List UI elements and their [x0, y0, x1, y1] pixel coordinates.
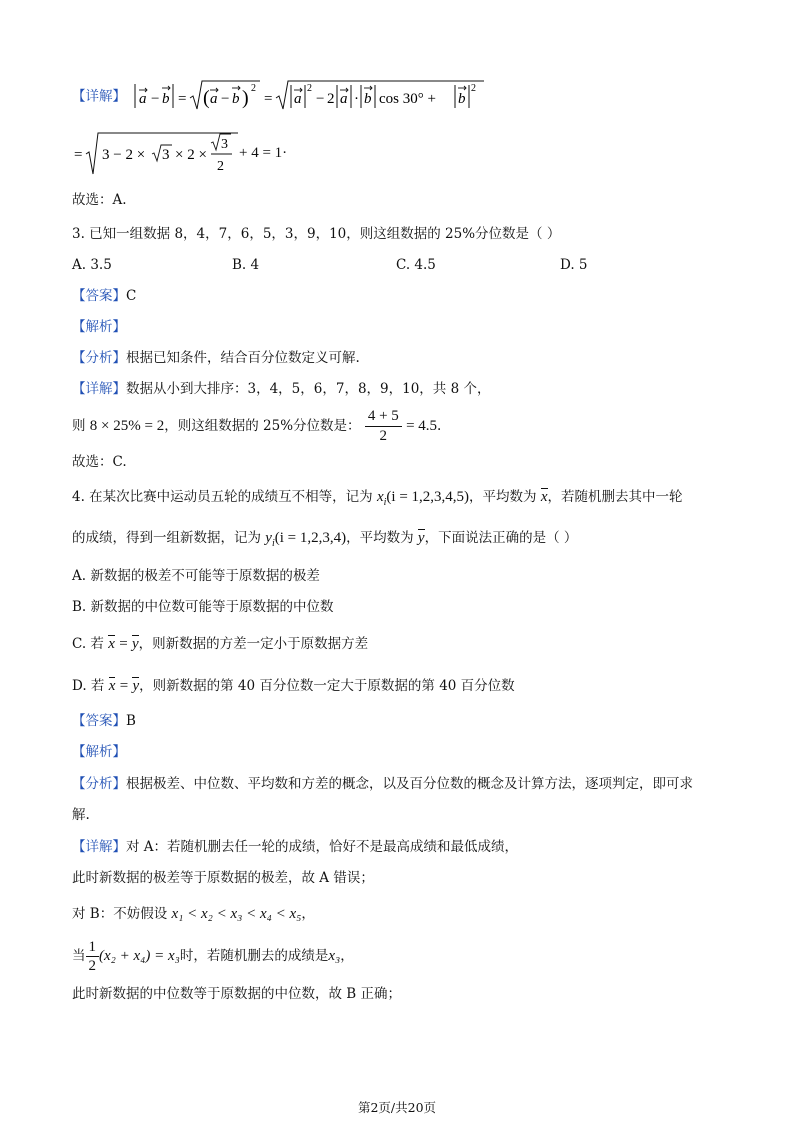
q3-options: [72, 256, 722, 274]
q4-option-c-ybar: y: [131, 636, 139, 652]
q4-option-d-a: D. 若: [72, 678, 105, 694]
q3-stem: 3. 已知一组数据 8，4，7，6，5，3，9，10，则这组数据的 25%分位数是（ ）: [72, 226, 561, 242]
q4-detail-3c: ，: [301, 906, 315, 922]
svg-text:2: 2: [471, 83, 477, 94]
q3-answer: [72, 287, 136, 305]
q4-analysis-line-1: [72, 775, 693, 793]
svg-text:−: −: [221, 91, 230, 107]
q3-detail-text: 数据从小到大排序：3，4，5，6，7，8，9，10，共 8 个，: [126, 381, 491, 397]
detail-tag: 【详解】: [72, 88, 126, 105]
analyze-tag: 【分析】: [72, 350, 126, 366]
q4-option-a: A. 新数据的极差不可能等于原数据的极差: [72, 568, 320, 584]
q3-calc-mid: ，则这组数据的 25%分位数是：: [164, 418, 361, 434]
svg-text:cos 30° +: cos 30° +: [379, 91, 437, 107]
q3-fraction-den: 2: [379, 428, 388, 444]
q3-answer-value: C: [126, 288, 137, 304]
q4-detail-3b: x₁ < x₂ < x₃ < x₄ < x₅: [171, 906, 302, 922]
q3-calc-end: .: [437, 418, 442, 434]
q4-half-fraction: [86, 939, 100, 974]
q4-option-d-ybar: y: [132, 678, 140, 694]
svg-text:): ): [242, 87, 249, 109]
q3-calc-prefix: 则: [72, 418, 86, 434]
svg-text:a: a: [340, 91, 348, 107]
svg-text:2: 2: [327, 91, 335, 107]
q4-option-c: [72, 632, 368, 656]
q4-half-num: 1: [86, 939, 100, 957]
svg-text:2: 2: [217, 159, 224, 174]
q4-stem-1c: ，若随机删去其中一轮: [547, 489, 683, 505]
q4-detail-3a: 对 B：不妨假设: [72, 906, 168, 922]
svg-text:a: a: [139, 91, 147, 107]
q4-detail-4c: 时，若随机删去的成绩是: [179, 948, 329, 964]
q4-stem-2a: 的成绩，得到一组新数据，记为: [72, 530, 261, 546]
q4-option-c-eq: =: [119, 636, 128, 652]
formula-line-1: [72, 78, 492, 112]
q3-analysis-tag: 【解析】: [72, 319, 126, 335]
svg-text:=: =: [178, 91, 187, 107]
q3-calc-eq: 8 × 25% = 2: [89, 418, 165, 434]
q4-stem-line-2: [72, 525, 577, 551]
q3-choose: 故选：C.: [72, 454, 127, 470]
q3-option-b: B. 4: [232, 257, 260, 273]
svg-text:× 2 ×: × 2 ×: [175, 147, 207, 163]
q4-detail-line-4: [72, 936, 354, 976]
q4-detail-4e: ，: [340, 948, 354, 964]
q4-detail-4b: (x₂ + x₄) = x₃: [99, 948, 180, 964]
q4-stem-1a: 4. 在某次比赛中运动员五轮的成绩互不相等，记为: [72, 489, 373, 505]
q4-analysis-line-2: 解.: [72, 807, 90, 823]
q3-calc-result: = 4.5: [406, 418, 438, 434]
q4-detail-line-2: 此时新数据的极差等于原数据的极差，故 A 错误；: [72, 870, 374, 886]
q3-option-c: C. 4.5: [396, 257, 436, 273]
q3-fraction: [365, 408, 402, 445]
q4-answer-value: B: [126, 713, 136, 729]
q3-calc: [72, 404, 441, 448]
detail-tag: 【详解】: [72, 839, 126, 855]
q4-detail-4d: x₃: [328, 948, 341, 964]
q4-analysis-tag: 【解析】: [72, 744, 126, 760]
page-footer: 第2页/共20页: [357, 1100, 437, 1115]
svg-text:3: 3: [162, 147, 170, 163]
q4-option-d: [72, 674, 515, 698]
q3-analysis: [72, 349, 360, 367]
svg-text:b: b: [232, 91, 240, 107]
q3-option-a: A. 3.5: [72, 257, 112, 273]
q4-option-c-b: ，则新数据的方差一定小于原数据方差: [138, 636, 369, 652]
q4-detail-4a: 当: [72, 948, 86, 964]
q4-stem-line-1: [72, 484, 683, 510]
svg-text:3: 3: [221, 137, 228, 152]
svg-text:(: (: [203, 87, 210, 109]
q4-detail-text-1: 对 A：若随机删去任一轮的成绩，恰好不是最高成绩和最低成绩，: [126, 839, 519, 855]
q4-yi-cond: (i = 1,2,3,4): [274, 530, 347, 546]
q4-detail-line-3: [72, 903, 315, 925]
q4-stem-1b: ，平均数为: [469, 489, 537, 505]
svg-text:2: 2: [251, 83, 257, 94]
svg-text:=: =: [264, 91, 273, 107]
q4-stem-2b: ，平均数为: [346, 530, 414, 546]
q4-ybar: y: [417, 530, 425, 546]
q4-option-b: B. 新数据的中位数可能等于原数据的中位数: [72, 599, 334, 615]
svg-text:b: b: [162, 91, 170, 107]
q4-yi: $y_i$: [265, 530, 275, 549]
q3-fraction-num: 4 + 5: [365, 408, 402, 427]
svg-text:2: 2: [307, 83, 313, 94]
choose-a: 故选：A.: [72, 192, 127, 208]
q3-detail: [72, 380, 490, 398]
svg-text:−: −: [151, 91, 160, 107]
formula-line-2: = 3 − 2 × 3 × 2 × 3 2 + 4 = 1·: [72, 130, 292, 176]
q4-detail-line-5: 此时新数据的中位数等于原数据的中位数，故 B 正确；: [72, 986, 402, 1002]
svg-text:−: −: [316, 91, 325, 107]
q4-xi: $x_i$: [376, 489, 387, 508]
svg-text:a: a: [210, 91, 218, 107]
q4-option-c-a: C. 若: [72, 636, 104, 652]
q4-analysis-text-1: 根据极差、中位数、平均数和方差的概念，以及百分位数的概念及计算方法，逐项判定，即可求: [126, 776, 693, 792]
svg-text:=: =: [74, 147, 83, 163]
analyze-tag: 【分析】: [72, 776, 126, 792]
svg-text:a: a: [294, 91, 302, 107]
q4-half-den: 2: [88, 958, 96, 974]
q4-option-d-eq: =: [119, 678, 129, 694]
q4-option-d-b: ，则新数据的第 40 百分位数一定大于原数据的第 40 百分位数: [139, 678, 515, 694]
svg-text:b: b: [458, 91, 466, 107]
q4-option-c-xbar: x: [108, 636, 115, 652]
svg-text:·: ·: [354, 91, 360, 107]
q4-answer: [72, 712, 136, 730]
q4-xbar: x: [540, 489, 548, 505]
q4-stem-2c: ，下面说法正确的是（ ）: [424, 530, 578, 546]
vector-difference-formula: [132, 78, 492, 116]
q3-analysis-text: 根据已知条件，结合百分位数定义可解.: [126, 350, 360, 366]
q3-option-d: D. 5: [560, 257, 588, 273]
answer-tag: 【答案】: [72, 288, 126, 304]
svg-text:b: b: [364, 91, 372, 107]
answer-tag: 【答案】: [72, 713, 126, 729]
q4-detail-line-1: [72, 838, 518, 856]
q4-xi-cond: (i = 1,2,3,4,5): [386, 489, 470, 505]
detail-tag: 【详解】: [72, 381, 126, 397]
q4-option-d-xbar: x: [108, 678, 116, 694]
svg-text:3 − 2 ×: 3 − 2 ×: [102, 147, 146, 163]
